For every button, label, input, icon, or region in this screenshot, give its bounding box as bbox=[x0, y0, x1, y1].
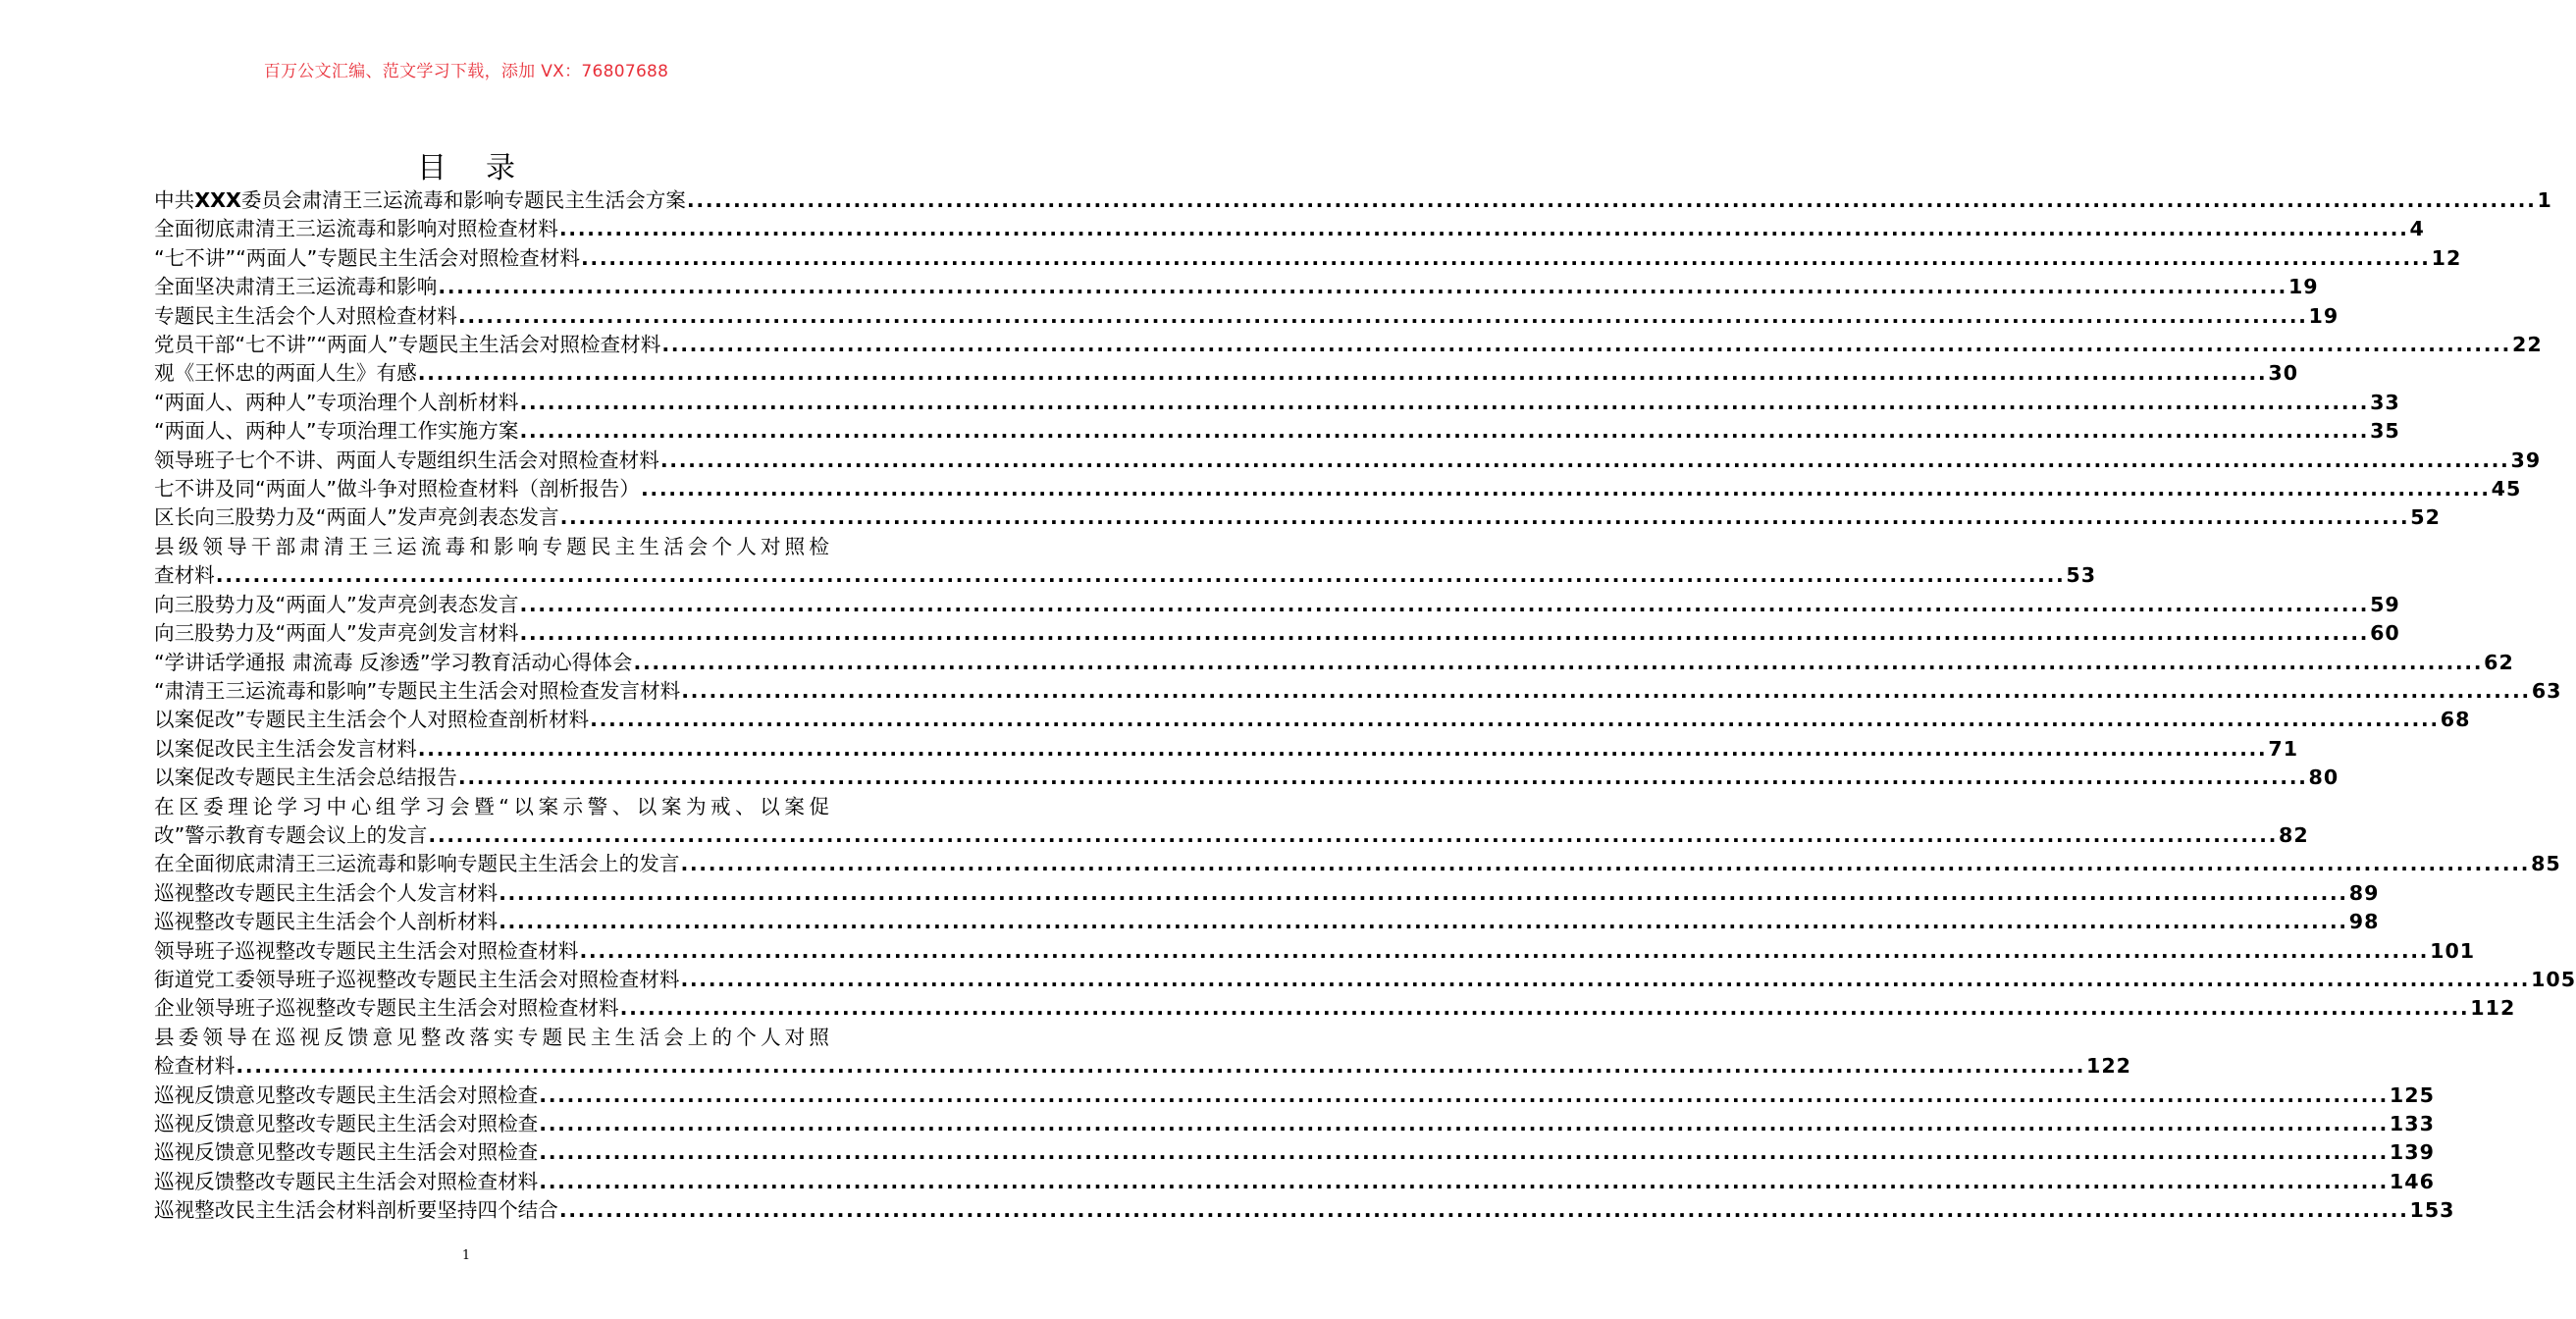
toc-entry-page: 45 bbox=[2491, 477, 2522, 501]
toc-leader-dots: ........................................................................................................................................................................................................ bbox=[680, 852, 2531, 876]
toc-entry-page: 85 bbox=[2531, 852, 2561, 876]
toc-leader-dots: ........................................................................................................................................................................................................ bbox=[438, 275, 2287, 299]
toc-entry[interactable] bbox=[154, 735, 2299, 764]
toc-entry-page: 1 bbox=[2537, 188, 2552, 212]
toc-entry[interactable] bbox=[154, 706, 2471, 734]
toc-leader-dots: ........................................................................................................................................................................................................ bbox=[686, 188, 2537, 212]
toc-entry-title-line2: 改”警示教育专题会议上的发言 bbox=[154, 822, 428, 847]
toc-entry-page: 153 bbox=[2409, 1198, 2455, 1223]
toc-entry[interactable] bbox=[154, 850, 2561, 878]
table-of-contents bbox=[154, 186, 2576, 1226]
toc-leader-dots: ........................................................................................................................................................................................................ bbox=[519, 419, 2370, 444]
toc-entry[interactable] bbox=[154, 1110, 2435, 1138]
toc-entry-page: 53 bbox=[2066, 563, 2097, 588]
toc-entry-page: 39 bbox=[2510, 448, 2542, 472]
toc-leader-dots: ........................................................................................................................................................................................................ bbox=[457, 765, 2308, 790]
toc-leader-dots: ........................................................................................................................................................................................................ bbox=[558, 1198, 2409, 1223]
toc-leader-dots: ........................................................................................................................................................................................................ bbox=[499, 880, 2348, 905]
toc-entry[interactable] bbox=[154, 186, 2552, 215]
toc-entry-page: 125 bbox=[2389, 1082, 2435, 1107]
toc-entry-page: 59 bbox=[2370, 592, 2400, 616]
toc-entry-page: 146 bbox=[2389, 1169, 2435, 1193]
toc-entry-title: 巡视整改民主生活会材料剖析要坚持四个结合 bbox=[154, 1198, 558, 1223]
toc-entry-page: 133 bbox=[2389, 1112, 2435, 1135]
toc-entry[interactable] bbox=[154, 417, 2400, 446]
toc-entry-title: 观《王怀忠的两面人生》有感 bbox=[154, 361, 417, 386]
toc-entry-title-line2: 查材料 bbox=[154, 563, 215, 588]
toc-entry[interactable] bbox=[154, 331, 2543, 359]
toc-leader-dots: ........................................................................................................................................................................................................ bbox=[619, 996, 2470, 1021]
toc-entry-page: 35 bbox=[2370, 419, 2400, 444]
toc-leader-dots: ........................................................................................................................................................................................................ bbox=[417, 736, 2268, 761]
toc-entry-title: 巡视反馈意见整改专题民主生活会对照检查 bbox=[154, 1112, 539, 1135]
toc-entry[interactable] bbox=[154, 764, 2339, 792]
toc-leader-dots: ........................................................................................................................................................................................................ bbox=[519, 592, 2370, 616]
toc-entry-page: 71 bbox=[2268, 736, 2299, 761]
toc-entry-title: 向三股势力及“两面人”发声亮剑表态发言 bbox=[154, 592, 519, 616]
toc-leader-dots: ........................................................................................................................................................................................................ bbox=[519, 390, 2370, 414]
toc-entry[interactable] bbox=[154, 821, 2309, 850]
toc-leader-dots: ........................................................................................................................................................................................................ bbox=[519, 621, 2370, 646]
toc-entry-title: “肃清王三运流毒和影响”专题民主生活会对照检查发言材料 bbox=[154, 678, 681, 703]
toc-entry[interactable] bbox=[154, 1138, 2435, 1167]
toc-leader-dots: ........................................................................................................................................................................................................ bbox=[539, 1112, 2389, 1135]
toc-leader-dots: ........................................................................................................................................................................................................ bbox=[559, 505, 2410, 530]
toc-entry-page: 60 bbox=[2370, 621, 2400, 646]
toc-entry-title-line1[interactable]: 在区委理论学习中心组学习会暨“以案示警、以案为戒、以案促 bbox=[154, 794, 829, 818]
toc-entry-title-line1[interactable]: 县委领导在巡视反馈意见整改落实专题民主生活会上的个人对照 bbox=[154, 1025, 829, 1049]
toc-entry-page: 122 bbox=[2086, 1054, 2132, 1079]
toc-entry[interactable] bbox=[154, 619, 2400, 648]
toc-leader-dots: ........................................................................................................................................................................................................ bbox=[215, 563, 2066, 588]
toc-entry[interactable] bbox=[154, 244, 2462, 273]
toc-leader-dots: ........................................................................................................................................................................................................ bbox=[680, 967, 2531, 991]
toc-entry-title: 专题民主生活会个人对照检查材料 bbox=[154, 303, 457, 328]
toc-entry-page: 19 bbox=[2287, 275, 2319, 299]
toc-entry-title: 在全面彻底肃清王三运流毒和影响专题民主生活会上的发言 bbox=[154, 852, 680, 876]
toc-leader-dots: ........................................................................................................................................................................................................ bbox=[661, 333, 2511, 357]
toc-entry[interactable] bbox=[154, 447, 2542, 475]
toc-entry-title: “七不讲”“两面人”专题民主生活会对照检查材料 bbox=[154, 245, 580, 270]
page-number: 1 bbox=[461, 1248, 471, 1263]
toc-entry-title: “两面人、两种人”专项治理工作实施方案 bbox=[154, 419, 519, 444]
toc-entry-page: 19 bbox=[2308, 303, 2339, 328]
toc-entry[interactable] bbox=[154, 1052, 2132, 1081]
toc-entry-page: 62 bbox=[2484, 650, 2514, 674]
toc-entry-title: “两面人、两种人”专项治理个人剖析材料 bbox=[154, 390, 519, 414]
toc-leader-dots: ........................................................................................................................................................................................................ bbox=[417, 361, 2268, 386]
toc-entry[interactable] bbox=[154, 389, 2400, 417]
toc-leader-dots: ........................................................................................................................................................................................................ bbox=[539, 1140, 2389, 1165]
toc-entry[interactable] bbox=[154, 1082, 2435, 1110]
toc-entry[interactable] bbox=[154, 994, 2516, 1023]
toc-entry[interactable] bbox=[154, 503, 2441, 532]
toc-entry-page: 80 bbox=[2308, 765, 2339, 790]
toc-entry-title: 党员干部“七不讲”“两面人”专题民主生活会对照检查材料 bbox=[154, 333, 661, 357]
toc-entry-page: 63 bbox=[2531, 678, 2562, 703]
toc-title: 目录 bbox=[417, 151, 554, 185]
toc-entry-title: 全面坚决肃清王三运流毒和影响 bbox=[154, 275, 438, 299]
toc-leader-dots: ........................................................................................................................................................................................................ bbox=[428, 822, 2279, 847]
toc-leader-dots: ........................................................................................................................................................................................................ bbox=[236, 1054, 2086, 1079]
toc-entry[interactable] bbox=[154, 966, 2576, 994]
toc-entry-title: 领导班子巡视整改专题民主生活会对照检查材料 bbox=[154, 938, 579, 963]
toc-entry-title: 七不讲及同“两面人”做斗争对照检查材料（剖析报告） bbox=[154, 477, 640, 501]
toc-entry[interactable] bbox=[154, 591, 2400, 619]
toc-entry[interactable] bbox=[154, 1168, 2435, 1196]
toc-leader-dots: ........................................................................................................................................................................................................ bbox=[558, 217, 2409, 241]
toc-entry-title: 巡视反馈整改专题民主生活会对照检查材料 bbox=[154, 1169, 539, 1193]
toc-entry-title: 巡视反馈意见整改专题民主生活会对照检查 bbox=[154, 1082, 539, 1107]
toc-entry[interactable] bbox=[154, 215, 2425, 243]
toc-entry[interactable] bbox=[154, 475, 2522, 503]
header-text: 百万公文汇编、范文学习下载，添加 VX：76807688 bbox=[263, 62, 669, 81]
toc-entry-title: 企业领导班子巡视整改专题民主生活会对照检查材料 bbox=[154, 996, 619, 1021]
toc-leader-dots: ........................................................................................................................................................................................................ bbox=[641, 477, 2491, 501]
toc-entry-title: 巡视整改专题民主生活会个人剖析材料 bbox=[154, 910, 499, 934]
toc-leader-dots: ........................................................................................................................................................................................................ bbox=[579, 938, 2430, 963]
toc-leader-dots: ........................................................................................................................................................................................................ bbox=[539, 1082, 2389, 1107]
toc-entry[interactable] bbox=[154, 937, 2476, 966]
toc-entry-title: 区长向三股势力及“两面人”发声亮剑表态发言 bbox=[154, 505, 559, 530]
toc-entry-title: 中共XXX委员会肃清王三运流毒和影响专题民主生活会方案 bbox=[154, 188, 686, 212]
toc-entry[interactable] bbox=[154, 879, 2380, 908]
toc-entry[interactable] bbox=[154, 359, 2299, 388]
toc-entry-title-line1[interactable]: 县级领导干部肃清王三运流毒和影响专题民主生活会个人对照检 bbox=[154, 534, 829, 558]
toc-entry-page: 98 bbox=[2348, 910, 2380, 934]
toc-entry-page: 4 bbox=[2409, 217, 2425, 241]
toc-leader-dots: ........................................................................................................................................................................................................ bbox=[539, 1169, 2389, 1193]
toc-entry-page: 12 bbox=[2431, 245, 2462, 270]
toc-entry-page: 22 bbox=[2511, 333, 2543, 357]
toc-entry-title: 领导班子七个不讲、两面人专题组织生活会对照检查材料 bbox=[154, 448, 659, 472]
toc-leader-dots: ........................................................................................................................................................................................................ bbox=[590, 708, 2440, 732]
toc-entry-title: “学讲话学通报 肃流毒 反渗透”学习教育活动心得体会 bbox=[154, 650, 633, 674]
toc-entry-page: 139 bbox=[2389, 1140, 2435, 1165]
toc-entry-page: 89 bbox=[2348, 880, 2380, 905]
toc-leader-dots: ........................................................................................................................................................................................................ bbox=[681, 678, 2531, 703]
toc-leader-dots: ........................................................................................................................................................................................................ bbox=[499, 910, 2348, 934]
toc-entry-page: 105 bbox=[2531, 967, 2576, 991]
toc-entry-page: 30 bbox=[2268, 361, 2299, 386]
toc-entry-page: 112 bbox=[2470, 996, 2516, 1021]
toc-entry-title: 以案促改民主生活会发言材料 bbox=[154, 736, 417, 761]
toc-entry-title: 街道党工委领导班子巡视整改专题民主生活会对照检查材料 bbox=[154, 967, 680, 991]
toc-entry-page: 68 bbox=[2440, 708, 2471, 732]
toc-entry-title: 巡视反馈意见整改专题民主生活会对照检查 bbox=[154, 1140, 539, 1165]
toc-leader-dots: ........................................................................................................................................................................................................ bbox=[659, 448, 2510, 472]
toc-entry[interactable] bbox=[154, 302, 2339, 331]
toc-entry[interactable] bbox=[154, 1196, 2455, 1225]
toc-entry-page: 33 bbox=[2370, 390, 2400, 414]
toc-leader-dots: ........................................................................................................................................................................................................ bbox=[633, 650, 2484, 674]
toc-entry-title: 巡视整改专题民主生活会个人发言材料 bbox=[154, 880, 499, 905]
toc-entry-title: 以案促改专题民主生活会总结报告 bbox=[154, 765, 457, 790]
toc-entry[interactable] bbox=[154, 273, 2319, 301]
toc-entry-title: 以案促改”专题民主生活会个人对照检查剖析材料 bbox=[154, 708, 590, 732]
toc-entry[interactable] bbox=[154, 677, 2562, 706]
toc-entry-page: 52 bbox=[2410, 505, 2441, 530]
toc-leader-dots: ........................................................................................................................................................................................................ bbox=[580, 245, 2431, 270]
toc-entry-page: 101 bbox=[2430, 938, 2476, 963]
toc-entry[interactable] bbox=[154, 908, 2380, 936]
toc-entry-title: 向三股势力及“两面人”发声亮剑发言材料 bbox=[154, 621, 519, 646]
toc-leader-dots: ........................................................................................................................................................................................................ bbox=[457, 303, 2308, 328]
toc-entry[interactable] bbox=[154, 561, 2097, 590]
toc-entry[interactable] bbox=[154, 649, 2514, 677]
toc-entry-page: 82 bbox=[2279, 822, 2309, 847]
toc-entry-title-line2: 检查材料 bbox=[154, 1054, 236, 1079]
toc-entry-title: 全面彻底肃清王三运流毒和影响对照检查材料 bbox=[154, 217, 558, 241]
